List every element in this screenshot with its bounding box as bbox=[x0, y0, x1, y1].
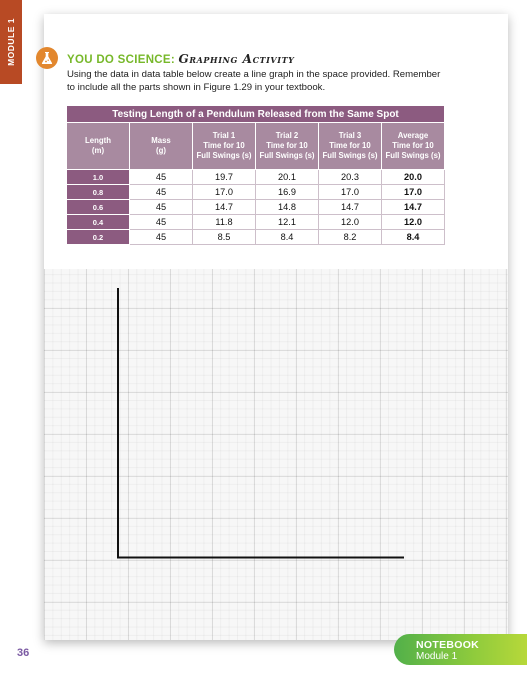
mass-cell: 45 bbox=[130, 200, 193, 215]
notebook-badge bbox=[394, 634, 527, 665]
activity-heading bbox=[67, 52, 294, 66]
trial-1-cell: 17.0 bbox=[193, 185, 256, 200]
activity-heading-title: Graphing Activity bbox=[178, 52, 295, 66]
column-header-length: Length (m) bbox=[67, 123, 130, 170]
table-title: Testing Length of a Pendulum Released from the Same Spot bbox=[67, 106, 445, 123]
column-header-mass: Mass (g) bbox=[130, 123, 193, 170]
page-number: 36 bbox=[17, 647, 30, 659]
mass-cell: 45 bbox=[130, 230, 193, 245]
table-row bbox=[67, 185, 445, 200]
table-row bbox=[67, 230, 445, 245]
trial-3-cell: 12.0 bbox=[319, 215, 382, 230]
length-cell: 0.2 bbox=[67, 230, 130, 245]
trial-1-cell: 14.7 bbox=[193, 200, 256, 215]
mass-cell: 45 bbox=[130, 215, 193, 230]
table-row bbox=[67, 200, 445, 215]
mass-cell: 45 bbox=[130, 170, 193, 185]
trial-2-cell: 20.1 bbox=[256, 170, 319, 185]
table-row bbox=[67, 215, 445, 230]
average-cell: 12.0 bbox=[382, 215, 445, 230]
graph-axes bbox=[108, 282, 413, 567]
trial-2-cell: 12.1 bbox=[256, 215, 319, 230]
length-cell: 1.0 bbox=[67, 170, 130, 185]
activity-instructions: Using the data in data table below create a line graph in the space provided. Remember to include all the parts shown in Figure 1.29 in your textbook. bbox=[67, 69, 441, 93]
column-header-trial-3: Trial 3 Time for 10 Full Swings (s) bbox=[319, 123, 382, 170]
average-cell: 17.0 bbox=[382, 185, 445, 200]
column-header-trial-2: Trial 2 Time for 10 Full Swings (s) bbox=[256, 123, 319, 170]
trial-3-cell: 20.3 bbox=[319, 170, 382, 185]
notebook-badge-title: NOTEBOOK bbox=[416, 639, 480, 651]
pendulum-data-table bbox=[66, 105, 445, 245]
trial-3-cell: 17.0 bbox=[319, 185, 382, 200]
trial-1-cell: 19.7 bbox=[193, 170, 256, 185]
science-flask-icon bbox=[36, 47, 58, 69]
average-cell: 8.4 bbox=[382, 230, 445, 245]
module-side-tab-label: MODULE 1 bbox=[6, 18, 16, 66]
trial-2-cell: 8.4 bbox=[256, 230, 319, 245]
column-header-trial-1: Trial 1 Time for 10 Full Swings (s) bbox=[193, 123, 256, 170]
trial-2-cell: 14.8 bbox=[256, 200, 319, 215]
trial-2-cell: 16.9 bbox=[256, 185, 319, 200]
average-cell: 14.7 bbox=[382, 200, 445, 215]
mass-cell: 45 bbox=[130, 185, 193, 200]
trial-1-cell: 11.8 bbox=[193, 215, 256, 230]
notebook-badge-subtitle: Module 1 bbox=[416, 651, 458, 662]
table-header-row bbox=[67, 123, 445, 170]
length-cell: 0.4 bbox=[67, 215, 130, 230]
trial-3-cell: 8.2 bbox=[319, 230, 382, 245]
module-side-tab bbox=[0, 0, 22, 84]
activity-heading-prefix: YOU DO SCIENCE: bbox=[67, 54, 179, 66]
column-header-average: Average Time for 10 Full Swings (s) bbox=[382, 123, 445, 170]
length-cell: 0.8 bbox=[67, 185, 130, 200]
trial-1-cell: 8.5 bbox=[193, 230, 256, 245]
average-cell: 20.0 bbox=[382, 170, 445, 185]
table-row bbox=[67, 170, 445, 185]
trial-3-cell: 14.7 bbox=[319, 200, 382, 215]
length-cell: 0.6 bbox=[67, 200, 130, 215]
